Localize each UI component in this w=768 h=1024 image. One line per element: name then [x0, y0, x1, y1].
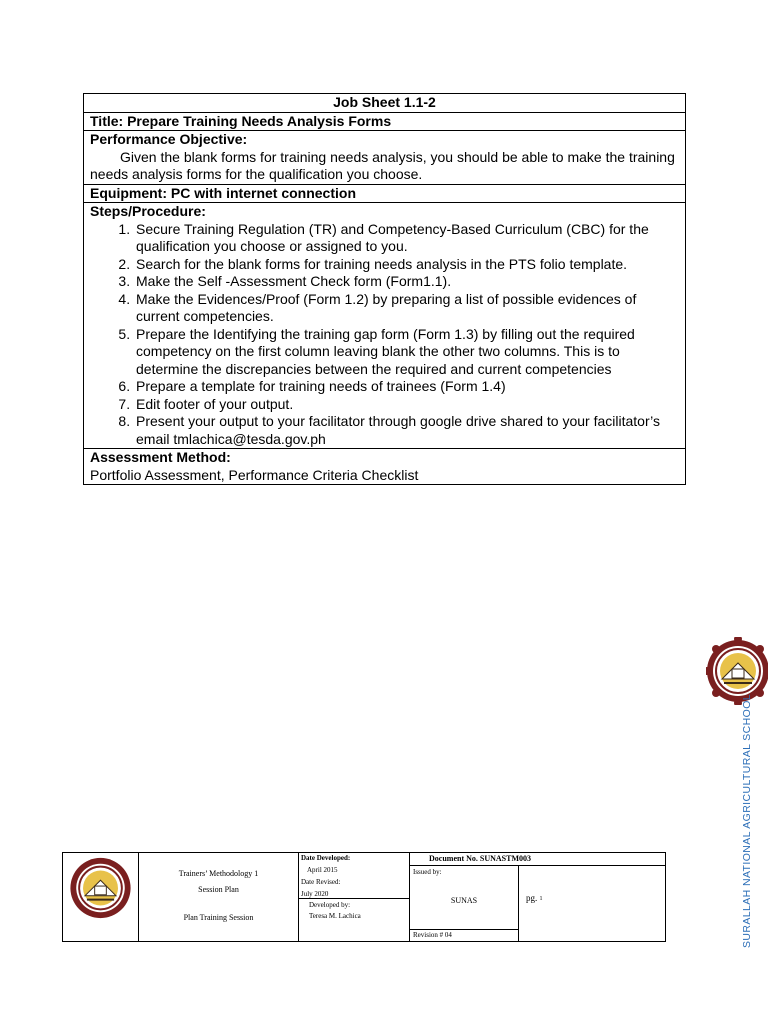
step-item: 6. Prepare a template for training needs of trainees (Form 1.4)	[134, 378, 679, 396]
developed-by-label: Developed by:	[309, 901, 351, 909]
performance-objective-section	[84, 130, 685, 184]
steps-section	[84, 202, 685, 448]
job-sheet-heading: Job Sheet 1.1-2	[333, 94, 436, 110]
developed-by-value: Teresa M. Lachica	[309, 912, 361, 920]
assessment-label: Assessment Method:	[90, 449, 231, 465]
session-plan-label: Session Plan	[198, 885, 239, 894]
date-revised-label: Date Revised:	[301, 878, 341, 886]
issued-by-value: SUNAS	[450, 896, 478, 905]
page-label: pg.	[526, 893, 538, 903]
step-item: 2. Search for the blank forms for training needs analysis in the PTS folio template.	[134, 256, 679, 274]
job-sheet-table	[83, 93, 686, 485]
page-number: 1	[539, 896, 543, 902]
document-footer-table	[62, 852, 666, 942]
assessment-text: Portfolio Assessment, Performance Criteria Checklist	[90, 466, 419, 483]
revision-number: Revision # 04	[413, 931, 452, 939]
footer-seal-logo	[69, 855, 132, 921]
step-item: 4. Make the Evidences/Proof (Form 1.2) by preparing a list of possible evidences of current competencies.	[134, 291, 679, 326]
steps-label: Steps/Procedure:	[90, 203, 206, 219]
issued-by-label: Issued by:	[413, 868, 442, 876]
steps-list	[90, 221, 679, 449]
performance-objective-label: Performance Objective:	[90, 131, 248, 147]
document-number: Document No. SUNASTM003	[429, 854, 531, 863]
school-name-vertical: SURALLAH NATIONAL AGRICULTURAL SCHOOL	[741, 693, 753, 948]
school-seal-logo	[706, 637, 768, 705]
date-developed-label: Date Developed:	[301, 854, 351, 862]
assessment-section	[84, 448, 685, 484]
session-name: Plan Training Session	[183, 913, 254, 922]
step-item: 8. Present your output to your facilitator through google drive shared to your facilitator’s email tmlachica@tesda.gov.ph	[134, 413, 679, 448]
step-item: 5. Prepare the Identifying the training gap form (Form 1.3) by filling out the required competency on the first column leaving blank the other two columns. This is to determine the discrepancies between the required and current competencies	[134, 326, 679, 379]
date-revised-value: July 2020	[301, 890, 329, 898]
step-item: 1. Secure Training Regulation (TR) and Competency-Based Curriculum (CBC) for the qualification you choose or assigned to you.	[134, 221, 679, 256]
date-developed-value: April 2015	[307, 866, 338, 874]
step-item: 7. Edit footer of your output.	[134, 396, 679, 414]
equipment-line: Equipment: PC with internet connection	[84, 184, 685, 203]
page-indicator	[526, 893, 543, 905]
course-title: Trainers’ Methodology 1	[178, 869, 259, 878]
job-sheet-title: Title: Prepare Training Needs Analysis Forms	[84, 112, 685, 131]
performance-objective-text: Given the blank forms for training needs analysis, you should be able to make the training needs analysis forms for the qualification you choose.	[90, 148, 675, 182]
step-item: 3. Make the Self -Assessment Check form (Form1.1).	[134, 273, 679, 291]
